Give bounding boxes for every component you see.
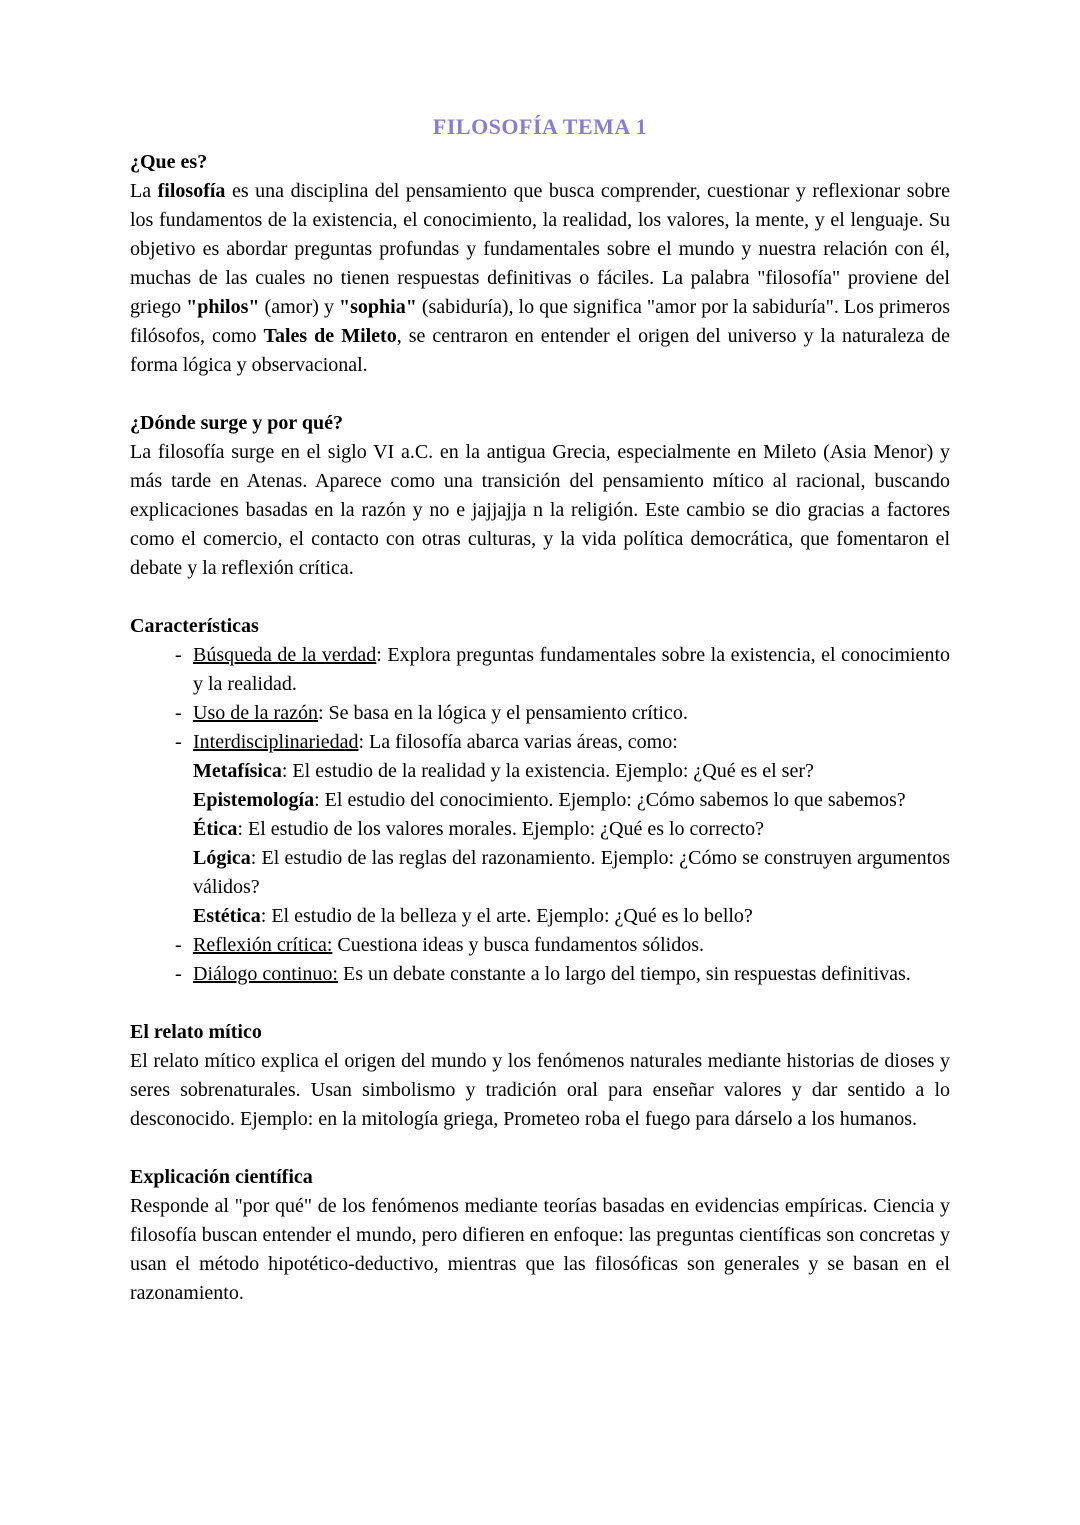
list-subitem-epistemologia xyxy=(130,786,950,815)
section-donde-surge xyxy=(130,409,950,583)
list-item-text: Interdisciplinariedad: La filosofía abarca varias áreas, como: xyxy=(193,731,678,753)
list-bullet: - xyxy=(175,644,182,666)
list-item-text: Búsqueda de la verdad: Explora preguntas fundamentales sobre la existencia, el conocimiento y la realidad. xyxy=(193,644,950,695)
section-heading-caracteristicas: Características xyxy=(130,615,259,637)
list-subitem-logica xyxy=(130,844,950,902)
list-item-text: Uso de la razón: Se basa en la lógica y el pensamiento crítico. xyxy=(193,702,688,724)
list-item-text: Reflexión crítica: Cuestiona ideas y busca fundamentos sólidos. xyxy=(193,934,705,956)
list-item-text: Estética: El estudio de la belleza y el arte. Ejemplo: ¿Qué es lo bello? xyxy=(193,905,753,927)
list-item-interdisciplinariedad xyxy=(130,728,950,757)
list-bullet: - xyxy=(175,934,182,956)
document-title: FILOSOFÍA TEMA 1 xyxy=(432,114,648,139)
list-bullet: - xyxy=(175,731,182,753)
section-que-es xyxy=(130,148,950,380)
list-item-text: Ética: El estudio de los valores morales. Ejemplo: ¿Qué es lo correcto? xyxy=(193,818,764,840)
list-item-text: Lógica: El estudio de las reglas del razonamiento. Ejemplo: ¿Cómo se construyen argumentos válidos? xyxy=(193,847,950,898)
list-item-text: Diálogo continuo: Es un debate constante a lo largo del tiempo, sin respuestas definitivas. xyxy=(193,963,911,985)
section-explicacion-cientifica xyxy=(130,1163,950,1308)
section-heading-explicacion-cientifica: Explicación científica xyxy=(130,1166,313,1188)
section-relato-mitico xyxy=(130,1018,950,1134)
bullet-list xyxy=(130,641,950,989)
list-item-busqueda xyxy=(130,641,950,699)
list-item-uso-razon xyxy=(130,699,950,728)
section-caracteristicas xyxy=(130,612,950,989)
list-item-text: Epistemología: El estudio del conocimiento. Ejemplo: ¿Cómo sabemos lo que sabemos? xyxy=(193,789,906,811)
section-heading-donde-surge: ¿Dónde surge y por qué? xyxy=(130,412,343,434)
list-subitem-etica xyxy=(130,815,950,844)
list-item-dialogo-continuo xyxy=(130,960,950,989)
list-item-reflexion-critica xyxy=(130,931,950,960)
list-subitem-metafisica xyxy=(130,757,950,786)
list-bullet: - xyxy=(175,963,182,985)
paragraph-relato-mitico: El relato mítico explica el origen del mundo y los fenómenos naturales mediante historias de dioses y seres sobrenaturales. Usan simbolismo y tradición oral para enseñar valores y dar sentido a lo desconocido. Ejemplo: en la mitología griega, Prometeo roba el fuego para dárselo a los humanos. xyxy=(130,1050,950,1130)
section-heading-relato-mitico: El relato mítico xyxy=(130,1021,262,1043)
paragraph-donde-surge: La filosofía surge en el siglo VI a.C. en la antigua Grecia, especialmente en Mileto (Asia Menor) y más tarde en Atenas. Aparece como una transición del pensamiento mítico al racional, buscando explicaciones basadas en la razón y no e jajjajja n la religión. Este cambio se dio gracias a factores como el comercio, el contacto con otras culturas, y la vida política democrática, que fomentaron el debate y la reflexión crítica. xyxy=(130,441,950,579)
list-item-text: Metafísica: El estudio de la realidad y la existencia. Ejemplo: ¿Qué es el ser? xyxy=(193,760,814,782)
section-heading-que-es: ¿Que es? xyxy=(130,151,208,173)
list-bullet: - xyxy=(175,702,182,724)
paragraph-que-es: La filosofía es una disciplina del pensamiento que busca comprender, cuestionar y reflexionar sobre los fundamentos de la existencia, el conocimiento, la realidad, los valores, la mente, y el lenguaje. Su objetivo es abordar preguntas profundas y fundamentales sobre el mundo y nuestra relación con él, muchas de las cuales no tienen respuestas definitivas o fáciles. La palabra "filosofía" proviene del griego "philos" (amor) y "sophia" (sabiduría), lo que significa "amor por la sabiduría". Los primeros filósofos, como Tales de Mileto, se centraron en entender el origen del universo y la naturaleza de forma lógica y observacional. xyxy=(130,180,951,376)
list-subitem-estetica xyxy=(130,902,950,931)
paragraph-explicacion-cientifica: Responde al "por qué" de los fenómenos mediante teorías basadas en evidencias empíricas. Ciencia y filosofía buscan entender el mundo, pero difieren en enfoque: las preguntas científicas son concretas y usan el método hipotético-deductivo, mientras que las filosóficas son generales y se basan en el razonamiento. xyxy=(130,1195,950,1304)
